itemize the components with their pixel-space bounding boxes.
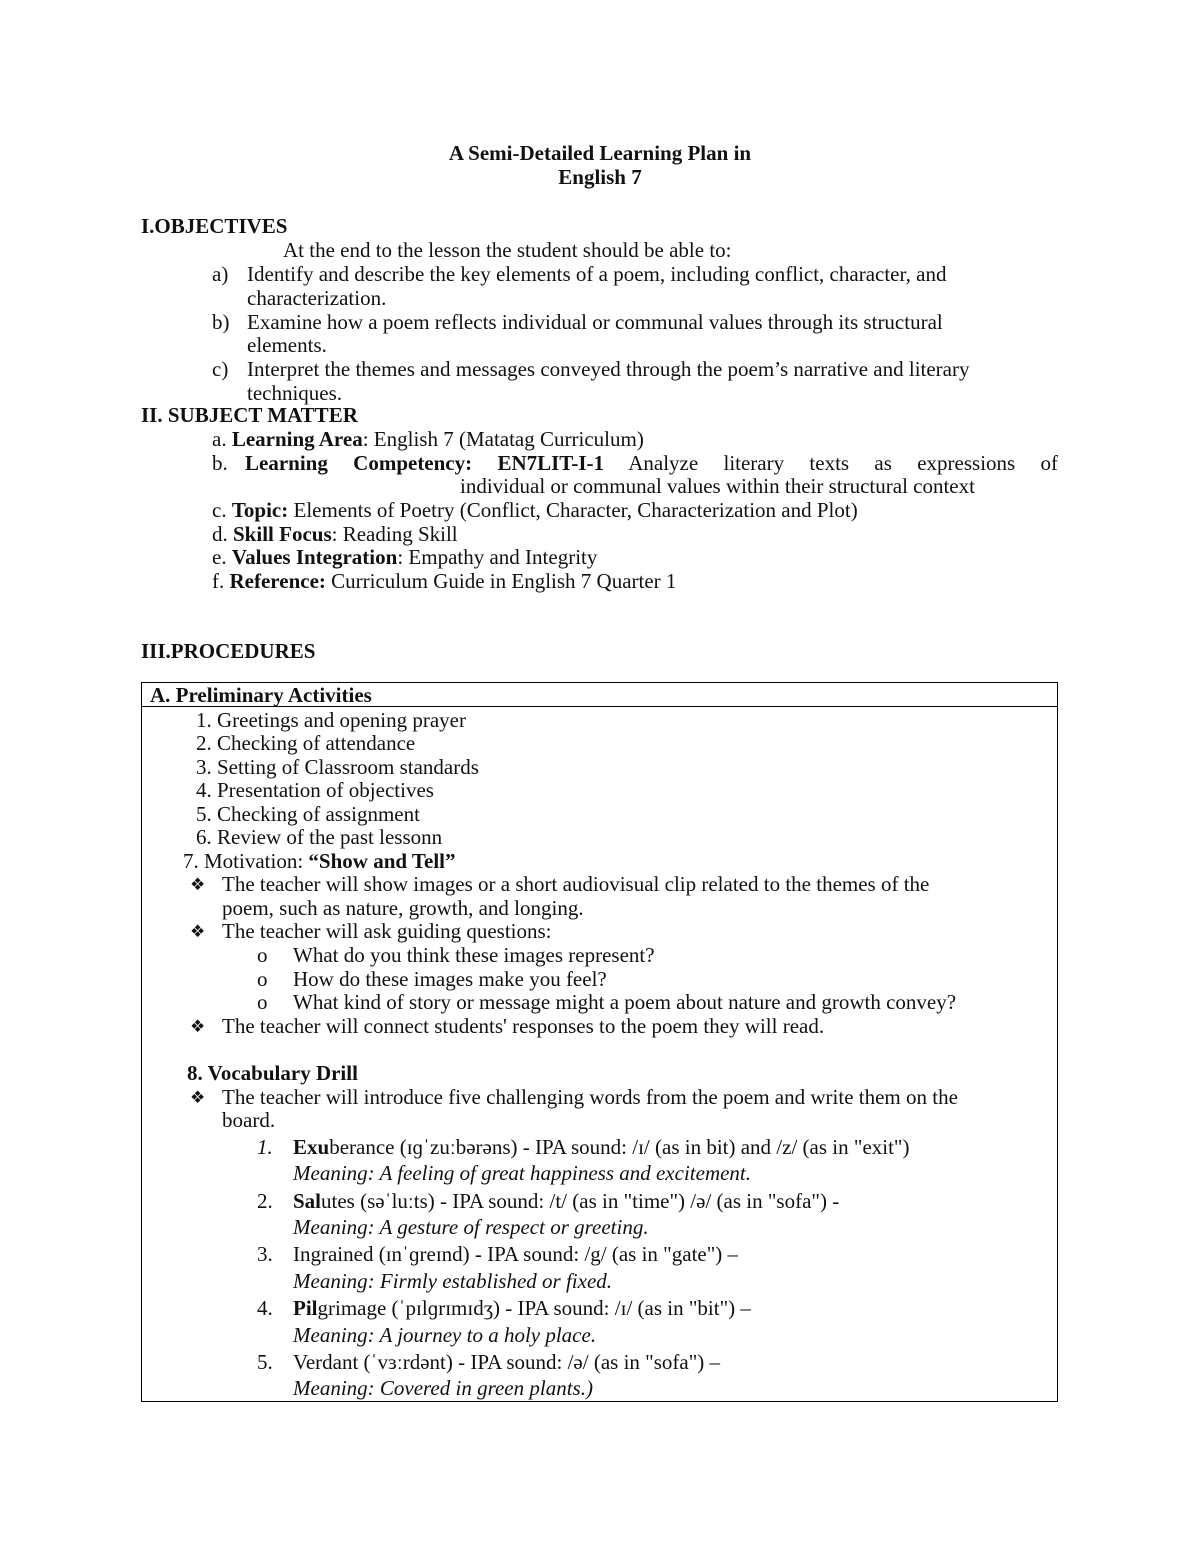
vocabulary-heading: 8. Vocabulary Drill — [187, 1061, 358, 1085]
subject-matter-heading: II. SUBJECT MATTER — [141, 403, 358, 427]
vocabulary-word-line — [293, 1242, 738, 1266]
motivation-prefix: 7. Motivation: — [183, 849, 309, 873]
objective-c-line2: techniques. — [247, 381, 343, 405]
learning-competency-code: EN7LIT-I-1 — [497, 451, 605, 475]
document-title-line1: A Semi-Detailed Learning Plan in — [448, 141, 752, 165]
objective-b-line2: elements. — [247, 333, 327, 357]
motivation-bullet1-line2: poem, such as nature, growth, and longing. — [222, 896, 584, 920]
preliminary-item: 2. Checking of attendance — [196, 731, 416, 755]
values-integration — [212, 545, 597, 569]
skill-focus — [212, 522, 458, 546]
word-number: 1. — [257, 1135, 273, 1159]
diamond-bullet-icon: ❖ — [190, 1017, 206, 1036]
objective-a-line1: Identify and describe the key elements of a poem, including conflict, character, and — [247, 262, 947, 286]
topic-label: Topic: — [231, 498, 289, 522]
table-header-preliminary: A. Preliminary Activities — [150, 683, 372, 707]
vocabulary-word-line — [293, 1296, 751, 1320]
reference-text: Curriculum Guide in English 7 Quarter 1 — [325, 569, 677, 593]
word-bold-part: Sal — [293, 1189, 322, 1213]
ipa-sound: /ɪ/ (as in bit) and /z/ (as in "exit") — [632, 1135, 910, 1159]
word-meaning: Meaning: A gesture of respect or greeting. — [293, 1215, 649, 1239]
objective-a-marker: a) — [212, 262, 229, 286]
preliminary-item: 5. Checking of assignment — [196, 802, 420, 826]
objective-b-marker: b) — [212, 310, 230, 334]
circle-bullet-icon: o — [257, 990, 268, 1014]
word-rest: utes (səˈluːts) - IPA sound: — [321, 1189, 550, 1213]
learning-competency-prefix: b. — [212, 451, 228, 475]
word-rest: berance (ɪɡˈzuːbərəns) - IPA sound: — [329, 1135, 633, 1159]
values-integration-prefix: e. — [212, 545, 232, 569]
skill-focus-label: Skill Focus — [233, 522, 332, 546]
word-number: 2. — [257, 1189, 273, 1213]
motivation-bullet3: The teacher will connect students' responses to the poem they will read. — [222, 1014, 825, 1038]
guiding-question: What kind of story or message might a poem about nature and growth convey? — [293, 990, 957, 1014]
vocabulary-word-line — [293, 1189, 839, 1213]
vocabulary-intro-line1: The teacher will introduce five challenging words from the poem and write them on the — [222, 1085, 958, 1109]
word-rest: Ingrained (ɪnˈɡreɪnd) - IPA sound: — [293, 1242, 585, 1266]
ipa-sound: /g/ (as in "gate") – — [584, 1242, 739, 1266]
word-rest: Verdant (ˈvɜːrdənt) - IPA sound: — [293, 1350, 568, 1374]
learning-competency-text-line2: individual or communal values within their structural context — [460, 474, 975, 498]
values-integration-text: : Empathy and Integrity — [397, 545, 598, 569]
objective-a-line2: characterization. — [247, 286, 387, 310]
objective-b-line1: Examine how a poem reflects individual or communal values through its structural — [247, 310, 943, 334]
word-number: 4. — [257, 1296, 273, 1320]
skill-focus-prefix: d. — [212, 522, 233, 546]
motivation-line — [183, 849, 456, 873]
ipa-sound: /t/ (as in "time") /ə/ (as in "sofa") - — [549, 1189, 840, 1213]
topic — [212, 498, 858, 522]
motivation-bullet1-line1: The teacher will show images or a short audiovisual clip related to the themes of the — [222, 872, 930, 896]
objectives-intro: At the end to the lesson the student should be able to: — [283, 238, 732, 262]
preliminary-item: 6. Review of the past lessonn — [196, 825, 443, 849]
motivation-bullet2: The teacher will ask guiding questions: — [222, 919, 552, 943]
learning-area-text: : English 7 (Matatag Curriculum) — [362, 427, 644, 451]
word-meaning: Meaning: A feeling of great happiness and excitement. — [293, 1161, 752, 1185]
word-bold-part: Exu — [293, 1135, 330, 1159]
learning-competency-line1 — [245, 451, 1058, 475]
ipa-sound: /ɪ/ (as in "bit") – — [614, 1296, 751, 1320]
circle-bullet-icon: o — [257, 943, 268, 967]
guiding-question: How do these images make you feel? — [293, 967, 607, 991]
learning-competency-label: Learning Competency: — [245, 451, 473, 475]
learning-area-label: Learning Area — [231, 427, 363, 451]
reference — [212, 569, 676, 593]
circle-bullet-icon: o — [257, 967, 268, 991]
vocabulary-intro-line2: board. — [222, 1108, 276, 1132]
word-number: 3. — [257, 1242, 273, 1266]
word-bold-part: Pil — [293, 1296, 318, 1320]
word-number: 5. — [257, 1350, 273, 1374]
reference-prefix: f. — [212, 569, 230, 593]
ipa-sound: /ə/ (as in "sofa") – — [567, 1350, 721, 1374]
vocabulary-word-line — [293, 1135, 910, 1159]
word-rest: grimage (ˈpɪlɡrɪmɪdʒ) - IPA sound: — [317, 1296, 615, 1320]
diamond-bullet-icon: ❖ — [190, 875, 206, 894]
preliminary-item: 4. Presentation of objectives — [196, 778, 434, 802]
diamond-bullet-icon: ❖ — [190, 1088, 206, 1107]
procedures-heading: III.PROCEDURES — [141, 639, 316, 663]
learning-area — [212, 427, 644, 451]
values-integration-label: Values Integration — [231, 545, 398, 569]
reference-label: Reference: — [229, 569, 326, 593]
word-meaning: Meaning: A journey to a holy place. — [293, 1323, 597, 1347]
objective-c-line1: Interpret the themes and messages conveyed through the poem’s narrative and literary — [247, 357, 970, 381]
diamond-bullet-icon: ❖ — [190, 922, 206, 941]
preliminary-item: 1. Greetings and opening prayer — [196, 708, 466, 732]
motivation-title: “Show and Tell” — [308, 849, 456, 873]
learning-area-prefix: a. — [212, 427, 232, 451]
skill-focus-text: : Reading Skill — [331, 522, 458, 546]
topic-text: Elements of Poetry (Conflict, Character, Characterization and Plot) — [288, 498, 858, 522]
word-meaning: Meaning: Covered in green plants.) — [293, 1376, 593, 1400]
learning-competency-text-line1: Analyze literary texts as expressions of — [628, 451, 1059, 475]
document-title-line2: English 7 — [558, 165, 642, 189]
preliminary-item: 3. Setting of Classroom standards — [196, 755, 479, 779]
topic-prefix: c. — [212, 498, 232, 522]
word-meaning: Meaning: Firmly established or fixed. — [293, 1269, 613, 1293]
objectives-heading: I.OBJECTIVES — [141, 214, 288, 238]
objective-c-marker: c) — [212, 357, 229, 381]
guiding-question: What do you think these images represent? — [293, 943, 655, 967]
vocabulary-word-line — [293, 1350, 720, 1374]
